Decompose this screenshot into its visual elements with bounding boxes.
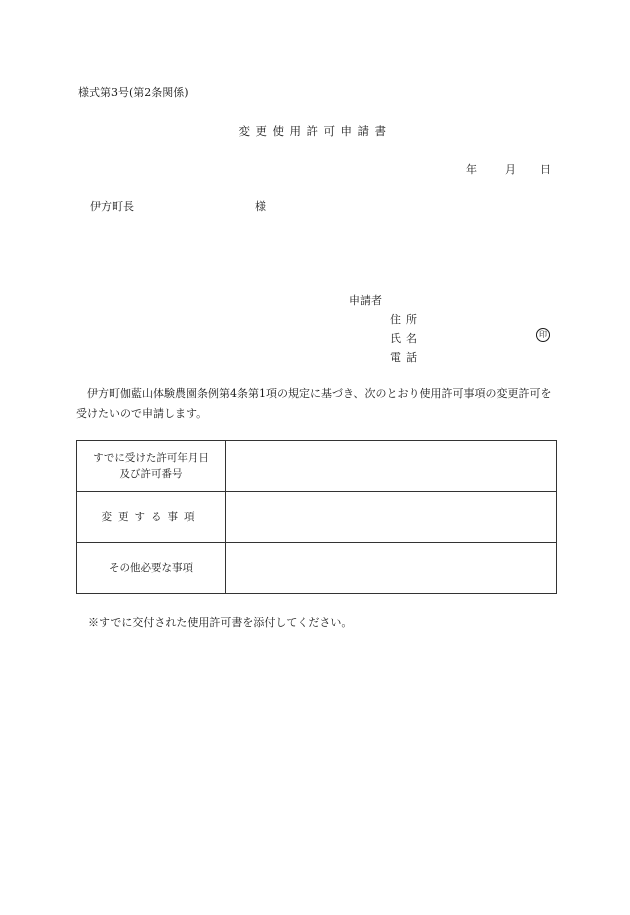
application-statement: 伊方町伽藍山体験農園条例第4条第1項の規定に基づき、次のとおり使用許可事項の変更許可を受けたいので申請します。 <box>76 387 552 420</box>
date-year-label: 年 <box>466 163 477 176</box>
row-label-text: 変更する事項 <box>101 511 201 523</box>
table-row <box>77 492 557 543</box>
addressee-name: 伊方町長 <box>90 200 134 213</box>
row-label-prior-permit <box>77 441 226 492</box>
document-title: 変更使用許可申請書 <box>238 124 392 138</box>
form-number: 様式第3号(第2条関係) <box>78 86 189 99</box>
date-month-label: 月 <box>505 163 516 176</box>
attachment-note: ※すでに交付された使用許可書を添付してください。 <box>88 616 353 629</box>
addressee-honorific: 様 <box>255 200 266 213</box>
row-label-text: その他必要な事項 <box>109 562 193 574</box>
application-details-table <box>76 440 557 594</box>
changes-value-cell[interactable] <box>226 492 557 543</box>
row-label-line: すでに受けた許可年月日 <box>93 452 209 464</box>
row-label-line: 及び許可番号 <box>119 468 183 480</box>
applicant-label: 申請者 <box>349 294 382 307</box>
applicant-name-label: 氏名 <box>390 332 422 345</box>
row-label-changes <box>77 492 226 543</box>
table-row <box>77 441 557 492</box>
row-label-other <box>77 543 226 594</box>
table-row <box>77 543 557 594</box>
date-day-label: 日 <box>540 163 551 176</box>
prior-permit-value-cell[interactable] <box>226 441 557 492</box>
applicant-address-label: 住所 <box>390 313 422 326</box>
other-value-cell[interactable] <box>226 543 557 594</box>
seal-icon: 印 <box>536 328 550 342</box>
applicant-phone-label: 電話 <box>390 351 422 364</box>
